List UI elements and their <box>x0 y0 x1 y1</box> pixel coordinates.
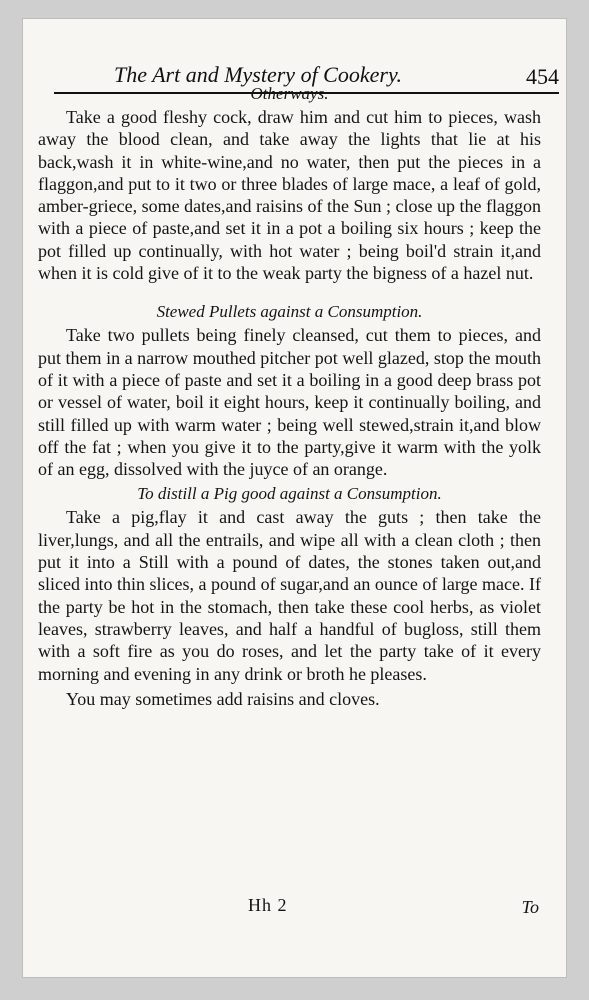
recipe-paragraph: Take two pullets being finely cleansed, cut them to pieces, and put them in a narrow mouthed pitcher pot well glazed, stop the mouth of it with a piece of paste and set it a boiling in a good deep brass pot or vessel of water, boil it eight hours, keep it continually boiling, and still filled up with warm water ; being well stewed,strain it,and blow off the fat ; when you give it to the party,give it warm with the yolk of an egg, dissolved with the juyce of an orange. <box>38 325 541 480</box>
section-heading: To distill a Pig good against a Consumption. <box>137 484 442 504</box>
section-gap <box>38 284 541 302</box>
recipe-paragraph: Take a pig,flay it and cast away the guts ; then take the liver,lungs, and all the entrails, and wipe all with a clean cloth ; then put it into a Still with a pound of dates, the stones taken out,and sliced into thin slices, a pound of sugar,and an ounce of large mace. If the party be hot in the stomach, then take these cool herbs, as violet leaves, strawberry leaves, and half a handful of bugloss, still them with a soft fire as you do roses, and let the party take of it every morning and evening in any drink or broth he pleases. <box>38 507 541 684</box>
section-heading: Otherways. <box>250 84 329 103</box>
page-number: 454 <box>526 64 559 89</box>
recipe-paragraph: Take a good fleshy cock, draw him and cut him to pieces, wash away the blood clean, and take away the lights that lie at his back,wash it in white-wine,and no water, then put the pieces in a flaggon,and put to it two or three blades of large mace, a leaf of gold, amber-griece, some dates,and raisins of the Sun ; close up the flaggon with a piece of paste,and set it in a pot a boiling six hours ; keep the pot filled up continually, with hot water ; being boil'd strain it,and when it is cold give of it to the weak party the bigness of a hazel nut. <box>38 107 541 284</box>
signature-mark: Hh 2 <box>248 895 288 915</box>
catchword: To <box>521 897 539 917</box>
closing-line: You may sometimes add raisins and cloves. <box>66 688 380 709</box>
page-body <box>38 84 541 710</box>
running-title: The Art and Mystery of Cookery. <box>114 62 402 87</box>
section-heading: Stewed Pullets against a Consumption. <box>156 302 423 322</box>
page-footer <box>38 895 541 919</box>
